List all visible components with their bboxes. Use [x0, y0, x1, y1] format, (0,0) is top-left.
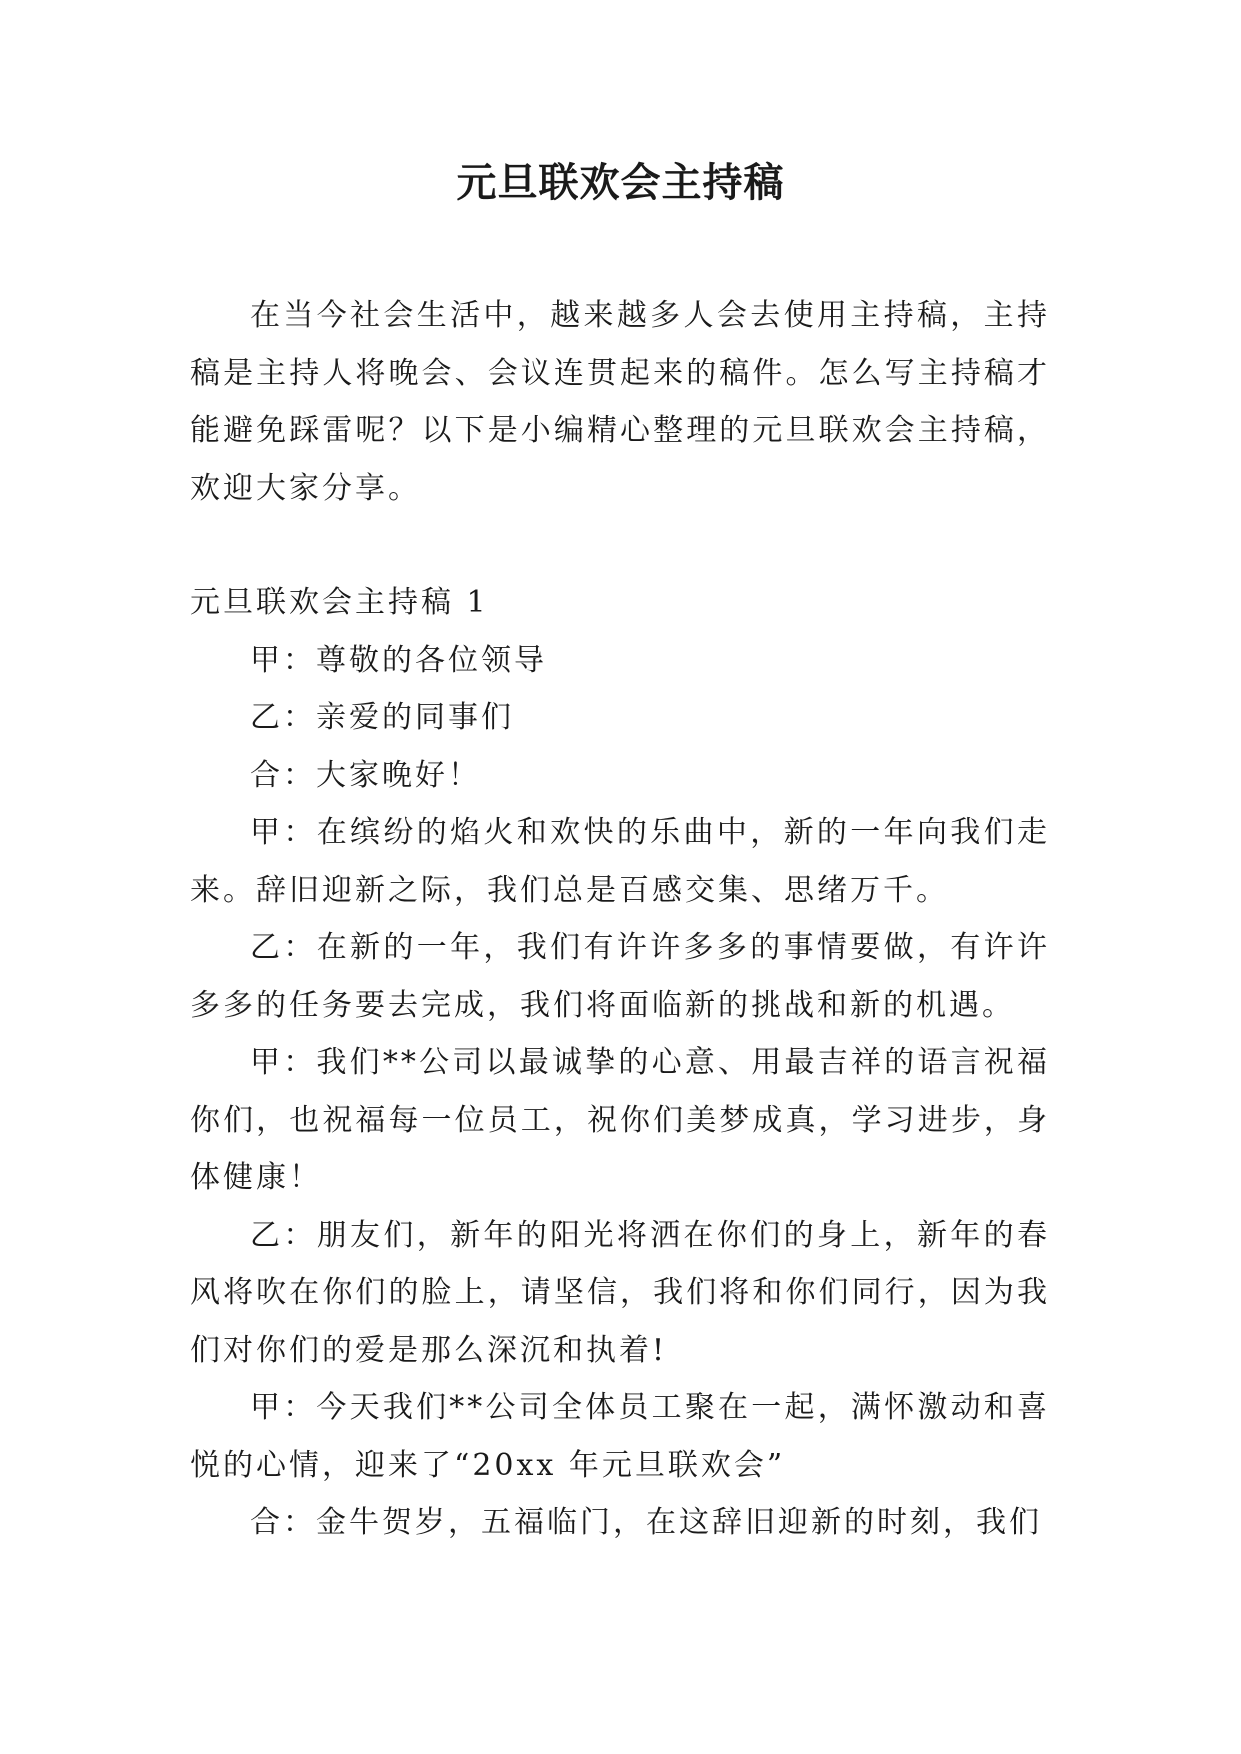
section-heading: 元旦联欢会主持稿 1	[190, 585, 489, 620]
dialogue-line: 合：大家晚好！	[250, 757, 481, 793]
dialogue-line: 甲：今天我们**公司全体员工聚在一起，满怀激动和喜悦的心情，迎来了“20xx 年元旦联欢会”	[190, 1390, 1050, 1483]
dialogue-line: 乙：亲爱的同事们	[250, 700, 514, 735]
dialogue-line: 甲：在缤纷的焰火和欢快的乐曲中，新的一年向我们走来。辞旧迎新之际，我们总是百感交集、思绪万千。	[190, 815, 1050, 908]
dialogue-line: 甲：我们**公司以最诚挚的心意、用最吉祥的语言祝福你们，也祝福每一位员工，祝你们美梦成真，学习进步，身体健康！	[190, 1045, 1050, 1195]
dialogue-line: 合：金牛贺岁，五福临门，在这辞旧迎新的时刻，我们	[250, 1505, 1042, 1540]
dialogue-line: 乙：朋友们，新年的阳光将洒在你们的身上，新年的春风将吹在你们的脸上，请坚信，我们将和你们同行，因为我们对你们的爱是那么深沉和执着!	[190, 1217, 1050, 1368]
intro-paragraph: 在当今社会生活中，越来越多人会去使用主持稿，主持稿是主持人将晚会、会议连贯起来的稿件。怎么写主持稿才能避免踩雷呢？以下是小编精心整理的元旦联欢会主持稿，欢迎大家分享。	[190, 298, 1050, 506]
document-title: 元旦联欢会主持稿	[456, 159, 785, 206]
dialogue-line: 乙：在新的一年，我们有许许多多的事情要做，有许许多多的任务要去完成，我们将面临新的挑战和新的机遇。	[190, 930, 1050, 1023]
dialogue-line: 甲：尊敬的各位领导	[250, 642, 547, 678]
document-body	[190, 287, 1050, 1552]
